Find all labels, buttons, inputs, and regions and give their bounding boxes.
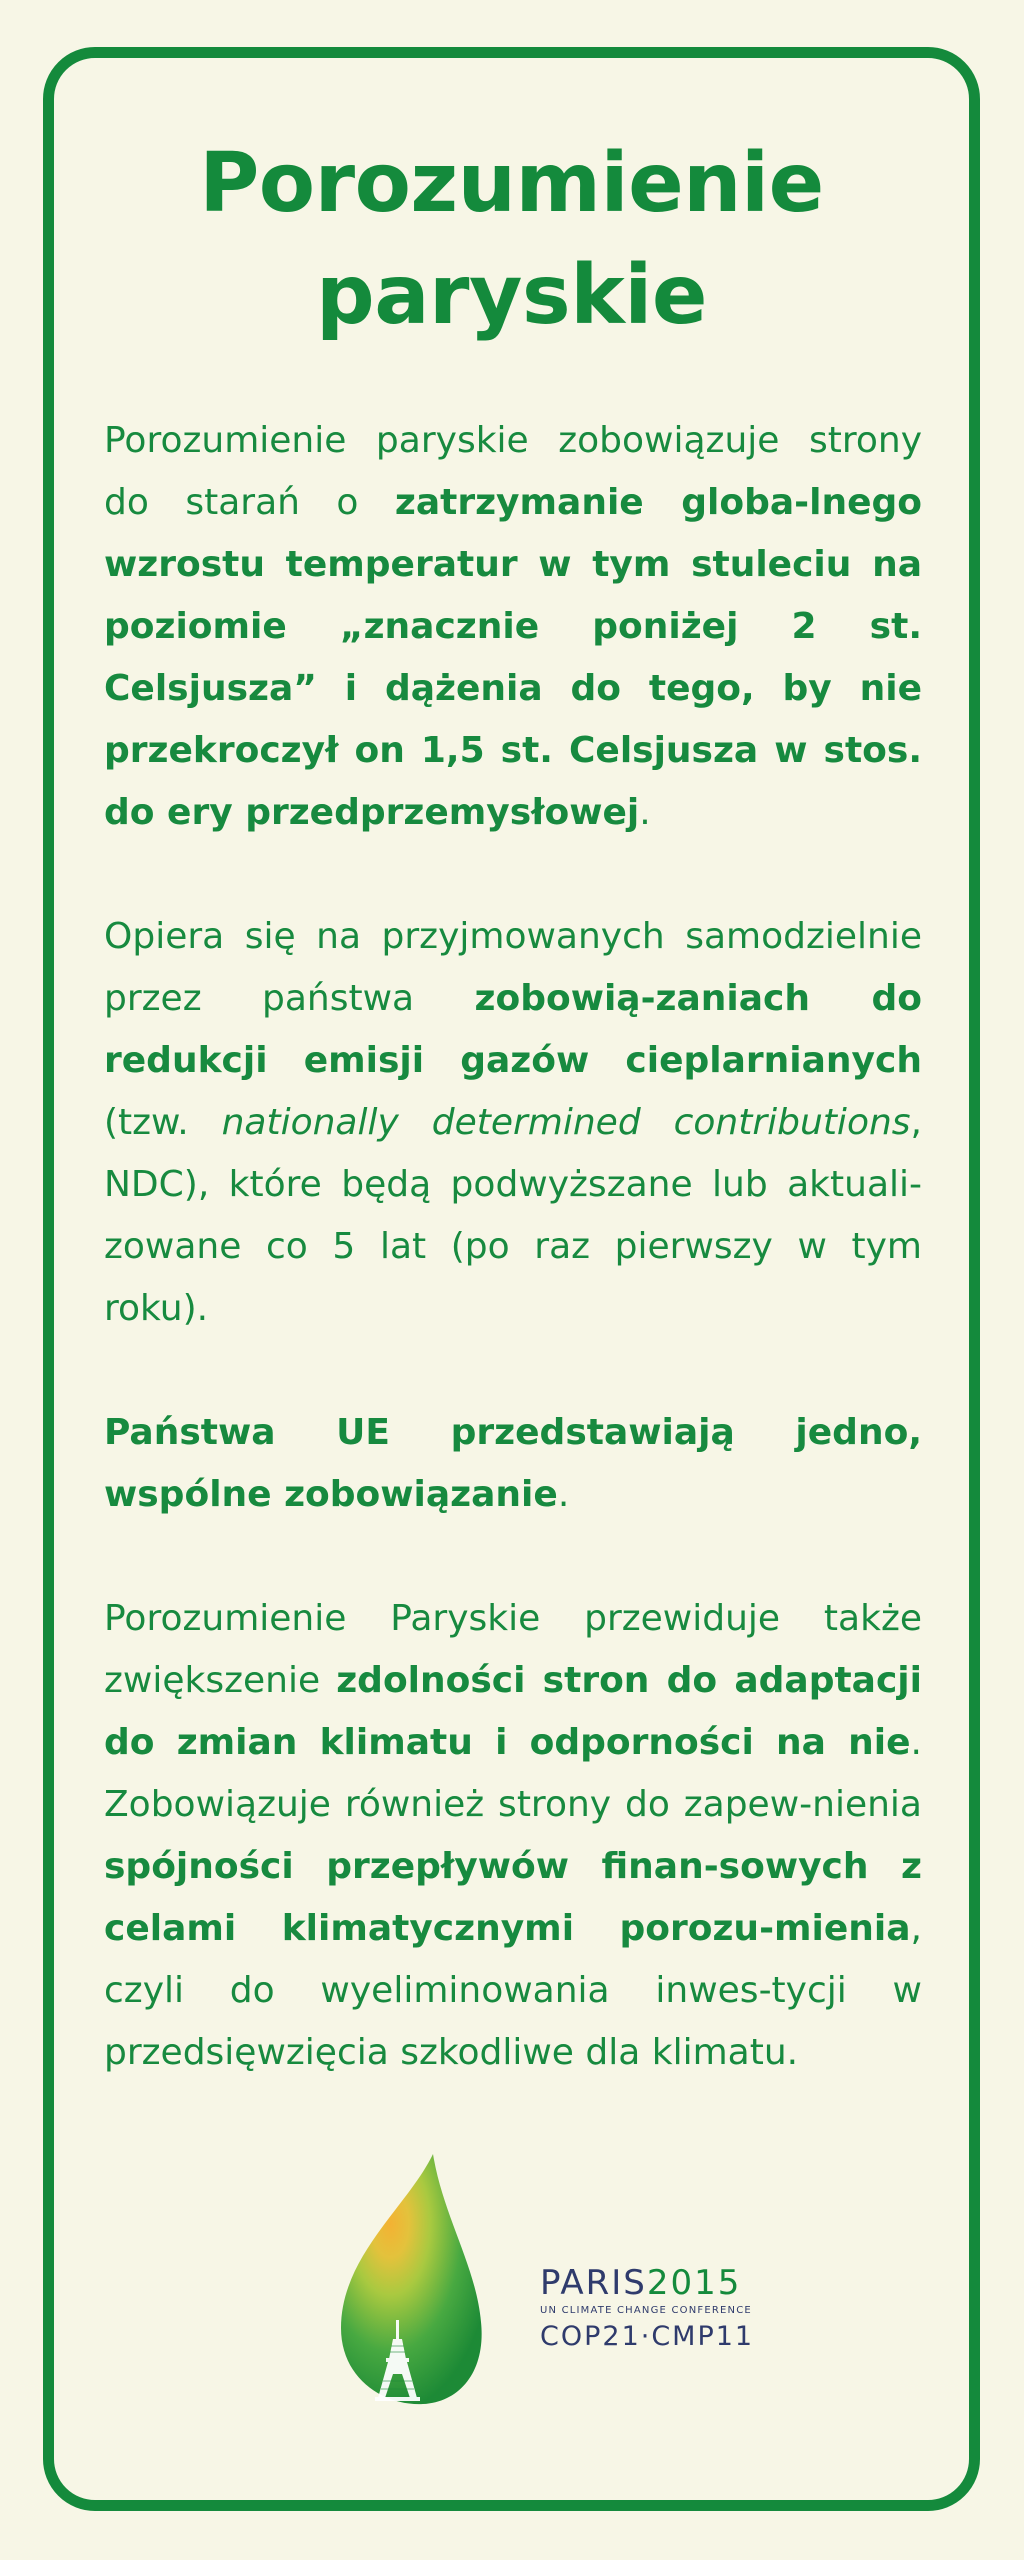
cop21-leaf-logo [283,2146,513,2416]
title-line-2: paryskie [316,248,707,343]
paragraph-ndc-italic: nationally determined contributions [221,1102,911,1143]
paris-word: PARIS [540,2263,647,2303]
paragraph-adaptation-text-1: Porozumienie Paryskie przewiduje także zwiększenie [104,1598,922,1701]
article-body [104,410,922,2146]
info-card [43,47,980,2511]
paragraph-goals [104,410,922,844]
paragraph-goals-text: Porozumienie paryskie zobowiązuje strony do starań o [104,420,922,523]
paragraph-adaptation-text-3: , czyli do wyeliminowania inwes-tycji w przedsięwzięcia szkodliwe dla klimatu. [104,1908,922,2073]
paragraph-adaptation-text-2: . Zobowiązuje również strony do zapew-nienia [104,1722,922,1825]
paragraph-eu-emphasis: Państwa UE przedstawiają jedno, wspólne zobowiązanie [104,1412,922,1515]
paragraph-ndc-text-1: Opiera się na przyjmowanych samodzielnie przez państwa [104,916,922,1019]
conference-subtitle: UN CLIMATE CHANGE CONFERENCE [540,2305,752,2316]
cop-label: COP21·CMP11 [540,2321,755,2352]
paragraph-goals-emphasis: zatrzymanie globa-lnego wzrostu temperatur w tym stuleciu na poziomie „znacznie poniżej 2 st. Celsjusza” i dążenia do tego, by nie przekroczył on 1,5 st. Celsjusza w stos. do ery przedprzemysłowej [104,482,922,833]
paragraph-ndc [104,906,922,1340]
page-title [54,128,969,352]
paragraph-goals-end: . [639,792,651,833]
paragraph-ndc-text-3: , NDC), które będą podwyższane lub aktuali-zowane co 5 lat (po raz pierwszy w tym roku). [104,1102,922,1329]
paragraph-eu-end: . [557,1474,570,1515]
paragraph-ndc-emphasis: zobowią-zaniach do redukcji emisji gazów cieplarnianych [104,978,923,1081]
title-line-1: Porozumienie [199,136,824,231]
leaf-eiffel-icon [283,2146,513,2416]
paris-2015-wordmark [540,2263,760,2354]
paris-2015-title [540,2263,760,2303]
paragraph-adaptation [104,1588,922,2084]
paragraph-adaptation-emphasis-1: zdolności stron do adaptacji do zmian klimatu i odporności na nie [104,1660,922,1763]
paris-year: 2015 [646,2263,742,2303]
paragraph-eu [104,1402,922,1526]
paragraph-ndc-text-2: (tzw. [104,1102,222,1143]
paragraph-adaptation-emphasis-2: spójności przepływów finan-sowych z celami klimatycznymi porozu-mienia [104,1846,922,1949]
